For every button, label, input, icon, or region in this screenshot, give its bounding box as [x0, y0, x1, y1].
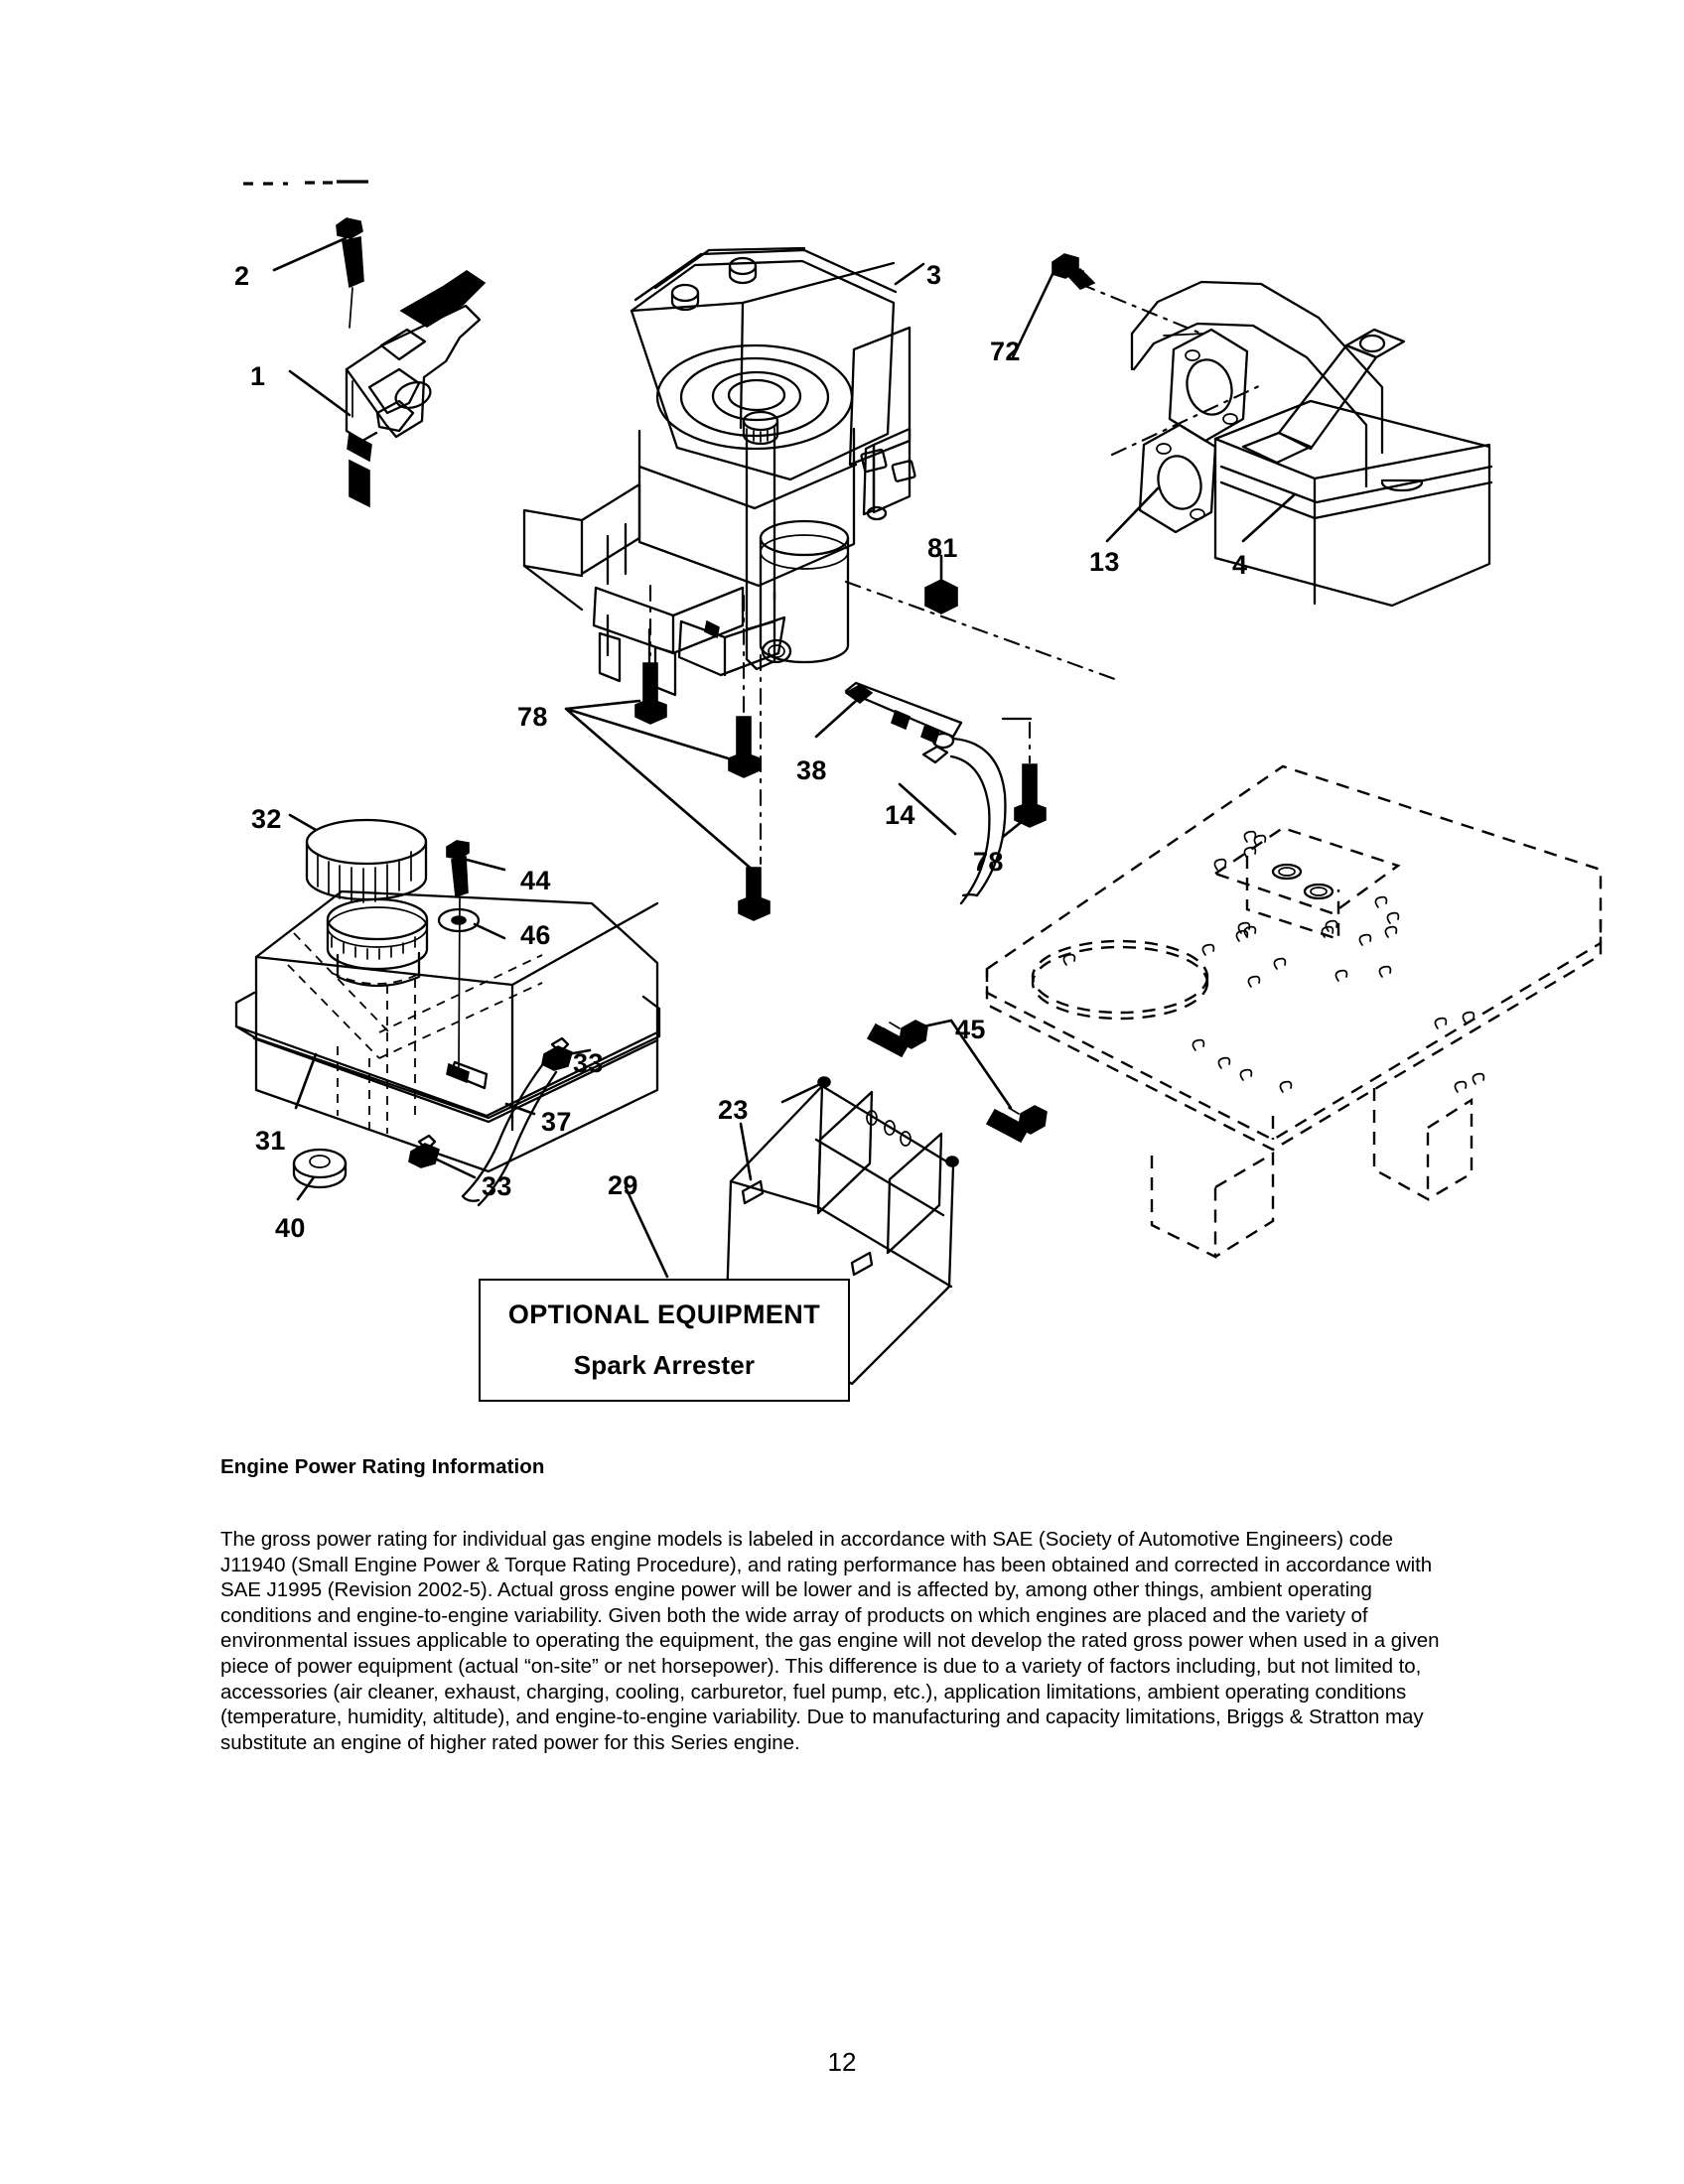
leader-3 — [896, 264, 923, 284]
callout-78-right: 78 — [973, 847, 1004, 877]
callout-29: 29 — [608, 1170, 638, 1200]
callout-46: 46 — [520, 920, 551, 950]
callout-44: 44 — [520, 866, 551, 895]
part-78-bolt-right — [1003, 719, 1046, 837]
part-4-muffler — [1215, 330, 1491, 606]
callout-40: 40 — [275, 1213, 306, 1243]
part-78-bolts-left — [566, 586, 770, 920]
part-1-throttle-lever — [347, 271, 485, 506]
callout-33-top: 33 — [573, 1048, 604, 1078]
leader-40 — [298, 1177, 314, 1199]
chassis-plate-phantom — [987, 766, 1601, 1257]
callout-1: 1 — [250, 361, 266, 391]
leader-33-bottom — [437, 1160, 475, 1177]
part-38-fuel-filter — [816, 683, 961, 762]
part-exhaust-muffler-group — [1013, 254, 1491, 606]
callout-38: 38 — [796, 755, 827, 785]
leader-46 — [475, 924, 504, 938]
leader-38 — [816, 701, 856, 737]
part-throttle-control-group — [274, 218, 485, 506]
callout-4: 4 — [1232, 550, 1248, 580]
part-72-bolt — [1052, 254, 1094, 289]
leader-1 — [290, 371, 350, 415]
optional-equipment-heading: OPTIONAL EQUIPMENT — [507, 1299, 821, 1329]
assembly-dash-13 — [1112, 385, 1261, 455]
part-40-grommet — [294, 1150, 346, 1199]
callout-72: 72 — [990, 337, 1021, 366]
callout-78-left: 78 — [517, 702, 548, 732]
bolt-45a — [868, 1021, 927, 1056]
part-46-washer — [439, 909, 504, 938]
part-3-engine-assembly — [524, 248, 923, 695]
part-44-bolt — [447, 841, 504, 1068]
bolt-78c — [739, 868, 770, 920]
callout-81: 81 — [927, 533, 958, 563]
leader-78-left — [566, 701, 755, 872]
callout-13: 13 — [1089, 547, 1120, 577]
leader-13 — [1107, 488, 1158, 541]
part-14-fuel-line — [900, 739, 1005, 903]
assembly-dash-81 — [846, 582, 1120, 681]
leader-44 — [467, 860, 504, 870]
leader-2 — [274, 238, 346, 270]
part-32-fuel-cap — [290, 815, 426, 902]
optional-equipment-item: Spark Arrester — [573, 1350, 756, 1380]
callout-2: 2 — [234, 261, 250, 291]
part-13-gasket — [1140, 425, 1215, 532]
bolt-78b — [729, 717, 760, 777]
callout-32: 32 — [251, 804, 282, 834]
section-heading: Engine Power Rating Information — [220, 1455, 545, 1478]
callout-33-bottom: 33 — [482, 1171, 512, 1201]
engine-power-rating-section — [220, 1455, 1444, 1755]
callout-23: 23 — [718, 1095, 749, 1125]
bolt-45b — [987, 1106, 1047, 1142]
callout-37: 37 — [541, 1107, 572, 1137]
leader-32 — [290, 815, 316, 830]
bolt-78a — [635, 663, 666, 724]
part-33-clamp-bottom — [409, 1136, 475, 1177]
part-2-screw — [337, 218, 363, 328]
leader-29 — [626, 1187, 667, 1277]
callout-3: 3 — [926, 260, 942, 290]
callout-31: 31 — [255, 1126, 286, 1156]
callout-45: 45 — [955, 1015, 986, 1044]
leader-31 — [296, 1054, 316, 1108]
page-number: 12 — [827, 2047, 857, 2077]
section-body-text: The gross power rating for individual gas engine models is labeled in accordance with SAE (Society of Automotive Engineers) code J11940 (Small Engine Power & Torque Rating Procedure), and rating performance has been obtained and corrected in accordance with SAE J1995 (Revision 2002-5). Actual gross engine power will be lower and is affected by, among other things, ambient operating conditions and engine-to-engine variability. Given both the wide array of products on which engines are placed and the variety of environmental issues applicable to operating the equipment, the gas engine will not develop the rated gross power when used in a given piece of power equipment (actual “on-site” or net horsepower). This difference is due to a variety of factors including, but not limited to, accessories (air cleaner, exhaust, charging, cooling, carburetor, fuel pump, etc.), application limitations, ambient operating conditions (temperature, humidity, altitude), and engine-to-engine variability. Due to manufacturing and capacity limitations, Briggs & Stratton may substitute an engine of higher rated power for this Series engine. — [220, 1528, 1440, 1754]
part-31-fuel-tank — [236, 891, 659, 1171]
callout-14: 14 — [885, 800, 915, 830]
optional-equipment-box — [479, 1279, 850, 1402]
